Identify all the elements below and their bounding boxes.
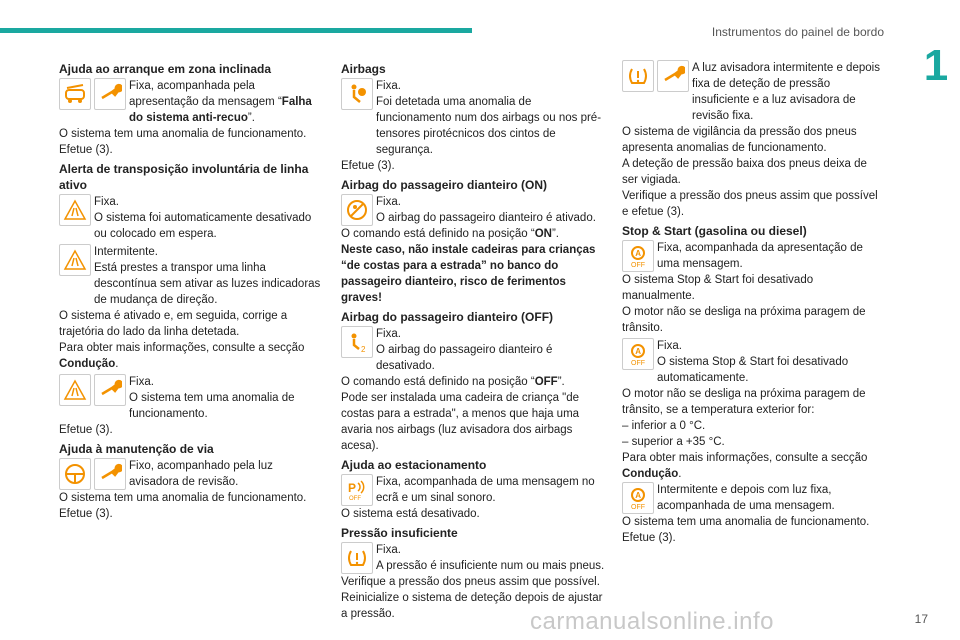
stop-start-off-icon: [622, 338, 654, 370]
pressure-t3: Verifique a pressão dos pneus assim que possível.: [341, 576, 600, 588]
lane-c1: Fixa.: [129, 376, 154, 388]
hill-start-warning-icon: [59, 78, 91, 110]
lane-c2: O sistema tem uma anomalia de funcionamento.: [129, 392, 295, 420]
pressure-t2: A pressão é insuficiente num ou mais pneus.: [376, 560, 605, 572]
svg-text:A: A: [635, 347, 642, 356]
lane-b3: O sistema é ativado e, em seguida, corrige a trajetória do lado da linha detetada.: [59, 310, 288, 338]
section-title-hill-start: Ajuda ao arranque em zona inclinada: [59, 62, 272, 76]
section-title-lane-departure: Alerta de transposição involuntária de linha ativo: [59, 162, 309, 192]
airbag-off-t4: Pode ser instalada uma cadeira de criança "de costas para a estrada", a menos que haja uma avaria nos airbags (luz avisadora dos airbags acesa).: [341, 392, 580, 452]
ss-b2: O sistema Stop & Start foi desativado automaticamente.: [657, 356, 849, 384]
svg-text:2: 2: [361, 345, 366, 354]
hill-start-quote-close: ”.: [247, 112, 255, 124]
ss-c3: Efetue (3).: [622, 532, 676, 544]
section-title-airbags: Airbags: [341, 62, 386, 76]
airbag-off-t3a: O comando está definido na posição “: [341, 376, 535, 388]
lane-b4: Para obter mais informações, consulte a secção: [59, 342, 305, 354]
airbags-t2: Foi detetada uma anomalia de funcionamento num dos airbags ou nos pré-tensores pirotécnicos dos cintos de segurança.: [376, 96, 602, 156]
tpms-fault-t2: O sistema de vigilância da pressão dos pneus apresenta anomalias de funcionamento.: [622, 126, 857, 154]
lane-keeping-t1: Fixo, acompanhado pela luz avisadora de revisão.: [129, 460, 273, 488]
lane-keeping-t3: Efetue (3).: [59, 508, 113, 520]
off-label-ss1: OFF: [631, 262, 645, 268]
svg-text:A: A: [635, 491, 642, 500]
ss-a1: Fixa, acompanhada da apresentação de uma mensagem.: [657, 242, 863, 270]
header-accent-bar: [0, 28, 472, 33]
column-1: Ajuda ao arranque em zona inclinada Fixa, acompanhada pela apresentação da mensagem “Falha do sistema anti-recuo”. O sistema tem uma anomalia de funcionamento. Efetue (3). Alerta de transposição involuntária de linha ativo Fixa. O sistema foi automaticamente desativado ou colocado em espera. Intermitente. Está prestes a transpor uma linha descontínua sem ativar as luzes indicadoras de mudança de direção. O sistema é ativado e, em seguida, corrige a trajetória do lado da linha detetada. Para obter mais informações, consulte a secção Condução. Fixa. O sistema tem uma anomalia de funcionamento. Efetue (3). Ajuda à manutenção de via Fixo, acompanhado pela luz avisadora de revisão. O sistema tem uma anomalia de funcionamento. Efetue (3).: [59, 58, 323, 522]
tyre-pressure-icon: [622, 60, 654, 92]
parking-t2: O sistema está desativado.: [341, 508, 480, 520]
pressure-t4: Reinicialize o sistema de deteção depois de ajustar a pressão.: [341, 592, 603, 620]
lane-keeping-icon: [59, 458, 91, 490]
airbags-t1: Fixa.: [376, 80, 401, 92]
airbag-off-t3c: ”.: [557, 376, 565, 388]
column-3: A luz avisadora intermitente e depois fixa de deteção de pressão insuficiente e a luz avisadora de revisão fixa. O sistema de vigilância da pressão dos pneus apresenta anomalias de funcionamento. A deteção de pressão baixa dos pneus deixa de ser vigiada. Verifique a pressão dos pneus assim que possível e efetue (3). Stop & Start (gasolina ou diesel) A OFF Fixa, acompanhada da apresentação de uma mensagem. O sistema Stop & Start foi desativado manualmente. O motor não se desliga na próxima paragem de trânsito. A OFF Fixa. O sistema Stop & Start foi desativado automaticamente. O motor não se desliga na próxima paragem de trânsito, se a temperatura exterior for: – inferior a 0 °C. – superior a +35 °C. Para obter mais informações, consulte a secção Condução. A OFF Intermitente e depois com luz fixa, acompanhada de uma mensagem. O sistema tem uma anomalia de funcionamento. Efetue (3).: [622, 58, 886, 546]
svg-text:P: P: [348, 481, 357, 495]
wrench-icon: [94, 374, 126, 406]
hill-start-text-2: O sistema tem uma anomalia de funcionamento.: [59, 128, 307, 140]
airbag-on-t3c: ”.: [551, 228, 559, 240]
page-header-title: Instrumentos do painel de bordo: [711, 25, 884, 39]
wrench-icon: [657, 60, 689, 92]
ss-a2: O sistema Stop & Start foi desativado manualmente.: [622, 274, 814, 302]
airbag-off-t2: O airbag do passageiro dianteiro é desativado.: [376, 344, 553, 372]
airbag-off-position: OFF: [534, 376, 558, 388]
off-label-ss3: OFF: [631, 504, 645, 510]
lane-a1: Fixa.: [94, 196, 119, 208]
tpms-fault-t1: A luz avisadora intermitente e depois fixa de deteção de pressão insuficiente e a luz avisadora de revisão fixa.: [692, 62, 880, 122]
section-title-parking-aid: Ajuda ao estacionamento: [341, 458, 487, 472]
watermark: carmanualsonline.info: [530, 608, 774, 635]
ss-b3: O motor não se desliga na próxima paragem de trânsito, se a temperatura exterior for:: [622, 388, 866, 416]
hill-start-text-1: Fixa, acompanhada pela apresentação da mensagem “: [129, 80, 282, 108]
airbag-off-t1: Fixa.: [376, 328, 401, 340]
lane-departure-icon: [59, 194, 91, 226]
ss-a3: O motor não se desliga na próxima paragem de trânsito.: [622, 306, 866, 334]
chapter-number: 1: [912, 46, 960, 86]
airbag-on-position: ON: [534, 228, 552, 240]
hill-start-text-3: Efetue (3).: [59, 144, 113, 156]
parking-t1: Fixa, acompanhada de uma mensagem no ecrã e um sinal sonoro.: [376, 476, 595, 504]
svg-text:A: A: [635, 249, 642, 258]
section-title-lane-keeping: Ajuda à manutenção de via: [59, 442, 214, 456]
wrench-icon: [94, 458, 126, 490]
airbag-off-icon: [341, 326, 373, 358]
page-number: 17: [914, 612, 928, 626]
lane-c3: Efetue (3).: [59, 424, 113, 436]
lane-a2: O sistema foi automaticamente desativado ou colocado em espera.: [94, 212, 312, 240]
airbag-on-icon: [341, 194, 373, 226]
hill-start-message: Falha do sistema anti-recuo: [129, 96, 312, 124]
lane-keeping-t2: O sistema tem uma anomalia de funcionamento.: [59, 492, 307, 504]
airbag-on-t2: O airbag do passageiro dianteiro é ativado.: [376, 212, 596, 224]
ss-b1: Fixa.: [657, 340, 682, 352]
section-title-airbag-on: Airbag do passageiro dianteiro (ON): [341, 178, 548, 192]
tpms-fault-t4: Verifique a pressão dos pneus assim que possível e efetue (3).: [622, 190, 878, 218]
parking-aid-off-icon: [341, 474, 373, 506]
stop-start-off-icon: [622, 240, 654, 272]
airbag-on-t3a: O comando está definido na posição “: [341, 228, 535, 240]
lane-b1: Intermitente.: [94, 246, 158, 258]
off-label-ss2: OFF: [631, 360, 645, 366]
wrench-icon: [94, 78, 126, 110]
airbag-on-warning: Neste caso, não instale cadeiras para crianças “de costas para a estrada” no banco do passageiro dianteiro, risco de ferimentos graves!: [341, 244, 596, 304]
lane-b2: Está prestes a transpor uma linha descontínua sem ativar as luzes indicadoras de mudança de direção.: [94, 262, 321, 306]
ss-b5: – superior a +35 °C.: [622, 436, 725, 448]
airbags-t3: Efetue (3).: [341, 160, 395, 172]
ss-b7-link[interactable]: Condução: [622, 468, 679, 480]
stop-start-off-icon: [622, 482, 654, 514]
lane-departure-blink-icon: [59, 244, 91, 276]
section-title-stop-start: Stop & Start (gasolina ou diesel): [622, 224, 807, 238]
ss-b4: – inferior a 0 °C.: [622, 420, 706, 432]
column-2: [341, 58, 605, 622]
ss-c2: O sistema tem uma anomalia de funcionamento.: [622, 516, 870, 528]
lane-fault-icon: [59, 374, 91, 406]
ss-b6: Para obter mais informações, consulte a secção: [622, 452, 868, 464]
airbag-on-t1: Fixa.: [376, 196, 401, 208]
section-title-low-pressure: Pressão insuficiente: [341, 526, 458, 540]
section-title-airbag-off: Airbag do passageiro dianteiro (OFF): [341, 310, 554, 324]
off-label-parking: OFF: [349, 496, 361, 502]
lane-b5-link[interactable]: Condução: [59, 358, 116, 370]
airbag-icon: [341, 78, 373, 110]
pressure-t1: Fixa.: [376, 544, 401, 556]
tpms-fault-t3: A deteção de pressão baixa dos pneus deixa de ser vigiada.: [622, 158, 867, 186]
ss-c1: Intermitente e depois com luz fixa, acompanhada de uma mensagem.: [657, 484, 835, 512]
tyre-pressure-icon: [341, 542, 373, 574]
